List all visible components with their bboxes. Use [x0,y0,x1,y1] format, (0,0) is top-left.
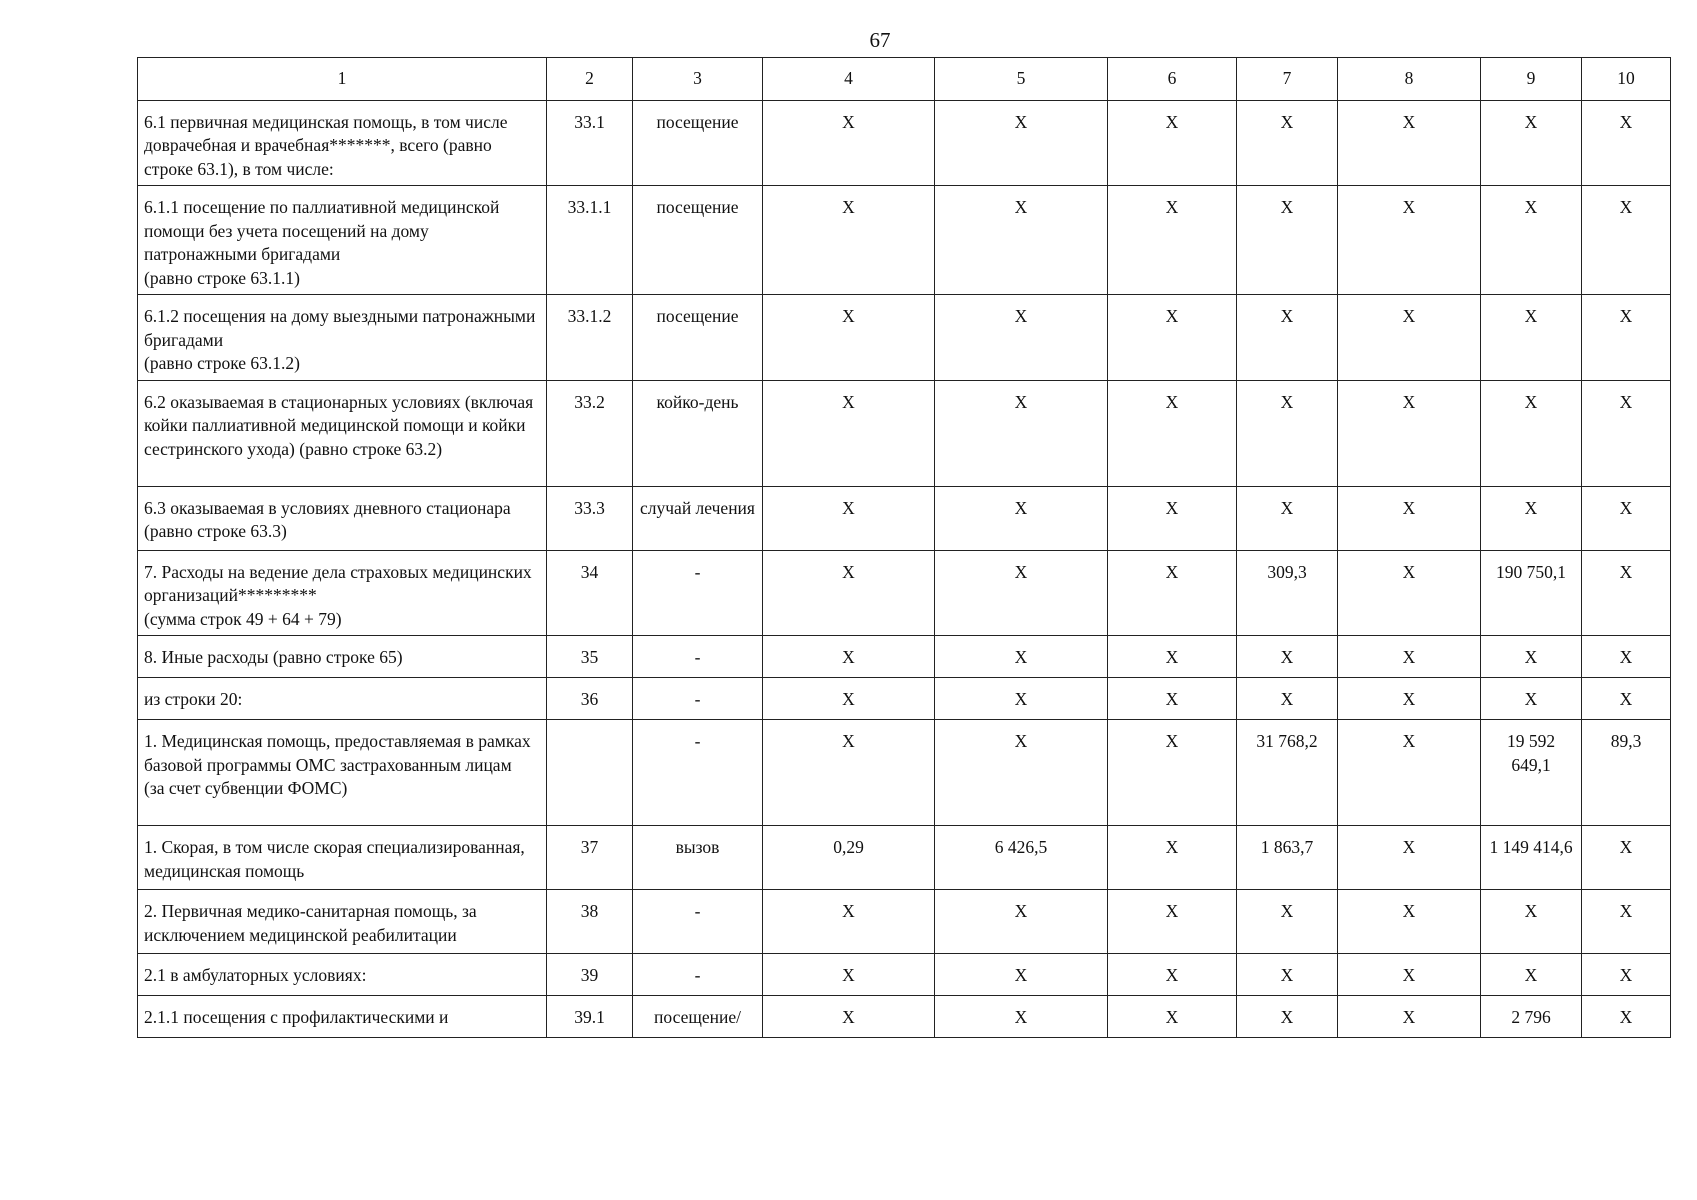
unit-cell: - [633,636,763,678]
col5-cell: X [935,996,1108,1038]
header-cell: 3 [633,58,763,101]
row-code-cell: 39 [547,954,633,996]
col10-cell: X [1582,380,1671,486]
row-name-cell: 1. Скорая, в том числе скорая специализированная, медицинская помощь [138,826,547,890]
col7-cell: 31 768,2 [1237,720,1338,826]
unit-cell: койко-день [633,380,763,486]
col8-cell: X [1338,890,1481,954]
col4-cell: 0,29 [763,826,935,890]
col8-cell: X [1338,295,1481,381]
col10-cell: X [1582,186,1671,295]
unit-cell: - [633,678,763,720]
col8-cell: X [1338,100,1481,186]
row-name-cell: 6.2 оказываемая в стационарных условиях (включая койки паллиативной медицинской помощи и койки сестринского ухода) (равно строке 63.2) [138,380,547,486]
col7-cell: 309,3 [1237,550,1338,636]
col6-cell: X [1108,826,1237,890]
col10-cell: 89,3 [1582,720,1671,826]
col10-cell: X [1582,486,1671,550]
col7-cell: X [1237,636,1338,678]
col10-cell: X [1582,996,1671,1038]
col5-cell: X [935,295,1108,381]
col7-cell: X [1237,486,1338,550]
data-table [137,57,1671,1038]
unit-cell: вызов [633,826,763,890]
unit-cell: - [633,720,763,826]
col4-cell: X [763,678,935,720]
col10-cell: X [1582,295,1671,381]
col7-cell: X [1237,954,1338,996]
table-row [138,550,1671,636]
unit-cell: - [633,550,763,636]
col9-cell: 190 750,1 [1481,550,1582,636]
row-code-cell: 36 [547,678,633,720]
row-code-cell: 33.2 [547,380,633,486]
unit-cell: - [633,890,763,954]
table-row [138,100,1671,186]
unit-cell: посещение [633,295,763,381]
col6-cell: X [1108,678,1237,720]
row-name-cell: 6.1 первичная медицинская помощь, в том числе доврачебная и врачебная*******, всего (равно строке 63.1), в том числе: [138,100,547,186]
row-name-cell: 7. Расходы на ведение дела страховых медицинских организаций********* (сумма строк 49 + 64 + 79) [138,550,547,636]
col5-cell: X [935,890,1108,954]
col9-cell: 1 149 414,6 [1481,826,1582,890]
col7-cell: 1 863,7 [1237,826,1338,890]
col7-cell: X [1237,100,1338,186]
table-body [138,58,1671,1038]
row-code-cell: 34 [547,550,633,636]
col4-cell: X [763,636,935,678]
col10-cell: X [1582,678,1671,720]
col8-cell: X [1338,380,1481,486]
col5-cell: X [935,100,1108,186]
col6-cell: X [1108,890,1237,954]
row-name-cell: 2.1 в амбулаторных условиях: [138,954,547,996]
table-row [138,890,1671,954]
col7-cell: X [1237,890,1338,954]
col5-cell: 6 426,5 [935,826,1108,890]
col9-cell: X [1481,186,1582,295]
row-name-cell: 2.1.1 посещения с профилактическими и [138,996,547,1038]
header-cell: 6 [1108,58,1237,101]
page-number: 67 [869,28,891,52]
row-name-cell: 8. Иные расходы (равно строке 65) [138,636,547,678]
row-code-cell: 38 [547,890,633,954]
col4-cell: X [763,486,935,550]
col6-cell: X [1108,100,1237,186]
col8-cell: X [1338,636,1481,678]
table-row [138,186,1671,295]
col9-cell: X [1481,295,1582,381]
col6-cell: X [1108,550,1237,636]
table-row [138,996,1671,1038]
row-name-cell: 1. Медицинская помощь, предоставляемая в рамках базовой программы ОМС застрахованным лицам (за счет субвенции ФОМС) [138,720,547,826]
col4-cell: X [763,954,935,996]
col9-cell: X [1481,380,1582,486]
table-row [138,636,1671,678]
col10-cell: X [1582,954,1671,996]
col8-cell: X [1338,954,1481,996]
col6-cell: X [1108,954,1237,996]
unit-cell: посещение [633,186,763,295]
row-code-cell: 35 [547,636,633,678]
row-name-cell: из строки 20: [138,678,547,720]
col9-cell: X [1481,954,1582,996]
col6-cell: X [1108,380,1237,486]
row-code-cell: 33.3 [547,486,633,550]
table-row [138,678,1671,720]
col6-cell: X [1108,636,1237,678]
col6-cell: X [1108,720,1237,826]
row-code-cell [547,720,633,826]
row-name-cell: 6.3 оказываемая в условиях дневного стационара (равно строке 63.3) [138,486,547,550]
header-cell: 8 [1338,58,1481,101]
unit-cell: случай лечения [633,486,763,550]
col7-cell: X [1237,678,1338,720]
col9-cell: X [1481,100,1582,186]
col5-cell: X [935,550,1108,636]
row-name-cell: 2. Первичная медико-санитарная помощь, за исключением медицинской реабилитации [138,890,547,954]
header-cell: 4 [763,58,935,101]
col4-cell: X [763,550,935,636]
col8-cell: X [1338,826,1481,890]
header-cell: 9 [1481,58,1582,101]
row-name-cell: 6.1.1 посещение по паллиативной медицинской помощи без учета посещений на дому патронажными бригадами (равно строке 63.1.1) [138,186,547,295]
header-cell: 5 [935,58,1108,101]
col9-cell: X [1481,636,1582,678]
row-code-cell: 33.1.1 [547,186,633,295]
table-row [138,380,1671,486]
col8-cell: X [1338,486,1481,550]
col10-cell: X [1582,100,1671,186]
col6-cell: X [1108,186,1237,295]
header-cell: 10 [1582,58,1671,101]
col4-cell: X [763,890,935,954]
row-name-cell: 6.1.2 посещения на дому выездными патронажными бригадами (равно строке 63.1.2) [138,295,547,381]
col6-cell: X [1108,996,1237,1038]
row-code-cell: 37 [547,826,633,890]
table-row [138,720,1671,826]
col9-cell: X [1481,486,1582,550]
col5-cell: X [935,486,1108,550]
table-row [138,486,1671,550]
col5-cell: X [935,636,1108,678]
col9-cell: 2 796 [1481,996,1582,1038]
col4-cell: X [763,380,935,486]
col4-cell: X [763,996,935,1038]
col7-cell: X [1237,295,1338,381]
col4-cell: X [763,720,935,826]
row-code-cell: 39.1 [547,996,633,1038]
col10-cell: X [1582,890,1671,954]
col10-cell: X [1582,636,1671,678]
col4-cell: X [763,100,935,186]
col7-cell: X [1237,186,1338,295]
col8-cell: X [1338,186,1481,295]
col5-cell: X [935,186,1108,295]
table-row [138,295,1671,381]
header-cell: 2 [547,58,633,101]
row-code-cell: 33.1 [547,100,633,186]
col4-cell: X [763,186,935,295]
header-cell: 7 [1237,58,1338,101]
col5-cell: X [935,380,1108,486]
col9-cell: 19 592 649,1 [1481,720,1582,826]
header-cell: 1 [138,58,547,101]
unit-cell: посещение/ [633,996,763,1038]
col8-cell: X [1338,678,1481,720]
col9-cell: X [1481,678,1582,720]
col8-cell: X [1338,720,1481,826]
header-row [138,58,1671,101]
col5-cell: X [935,720,1108,826]
col8-cell: X [1338,550,1481,636]
row-code-cell: 33.1.2 [547,295,633,381]
col10-cell: X [1582,826,1671,890]
col6-cell: X [1108,486,1237,550]
col8-cell: X [1338,996,1481,1038]
col9-cell: X [1481,890,1582,954]
unit-cell: посещение [633,100,763,186]
col7-cell: X [1237,996,1338,1038]
col6-cell: X [1108,295,1237,381]
col5-cell: X [935,954,1108,996]
unit-cell: - [633,954,763,996]
col10-cell: X [1582,550,1671,636]
col5-cell: X [935,678,1108,720]
table-row [138,954,1671,996]
table-row [138,826,1671,890]
col7-cell: X [1237,380,1338,486]
col4-cell: X [763,295,935,381]
